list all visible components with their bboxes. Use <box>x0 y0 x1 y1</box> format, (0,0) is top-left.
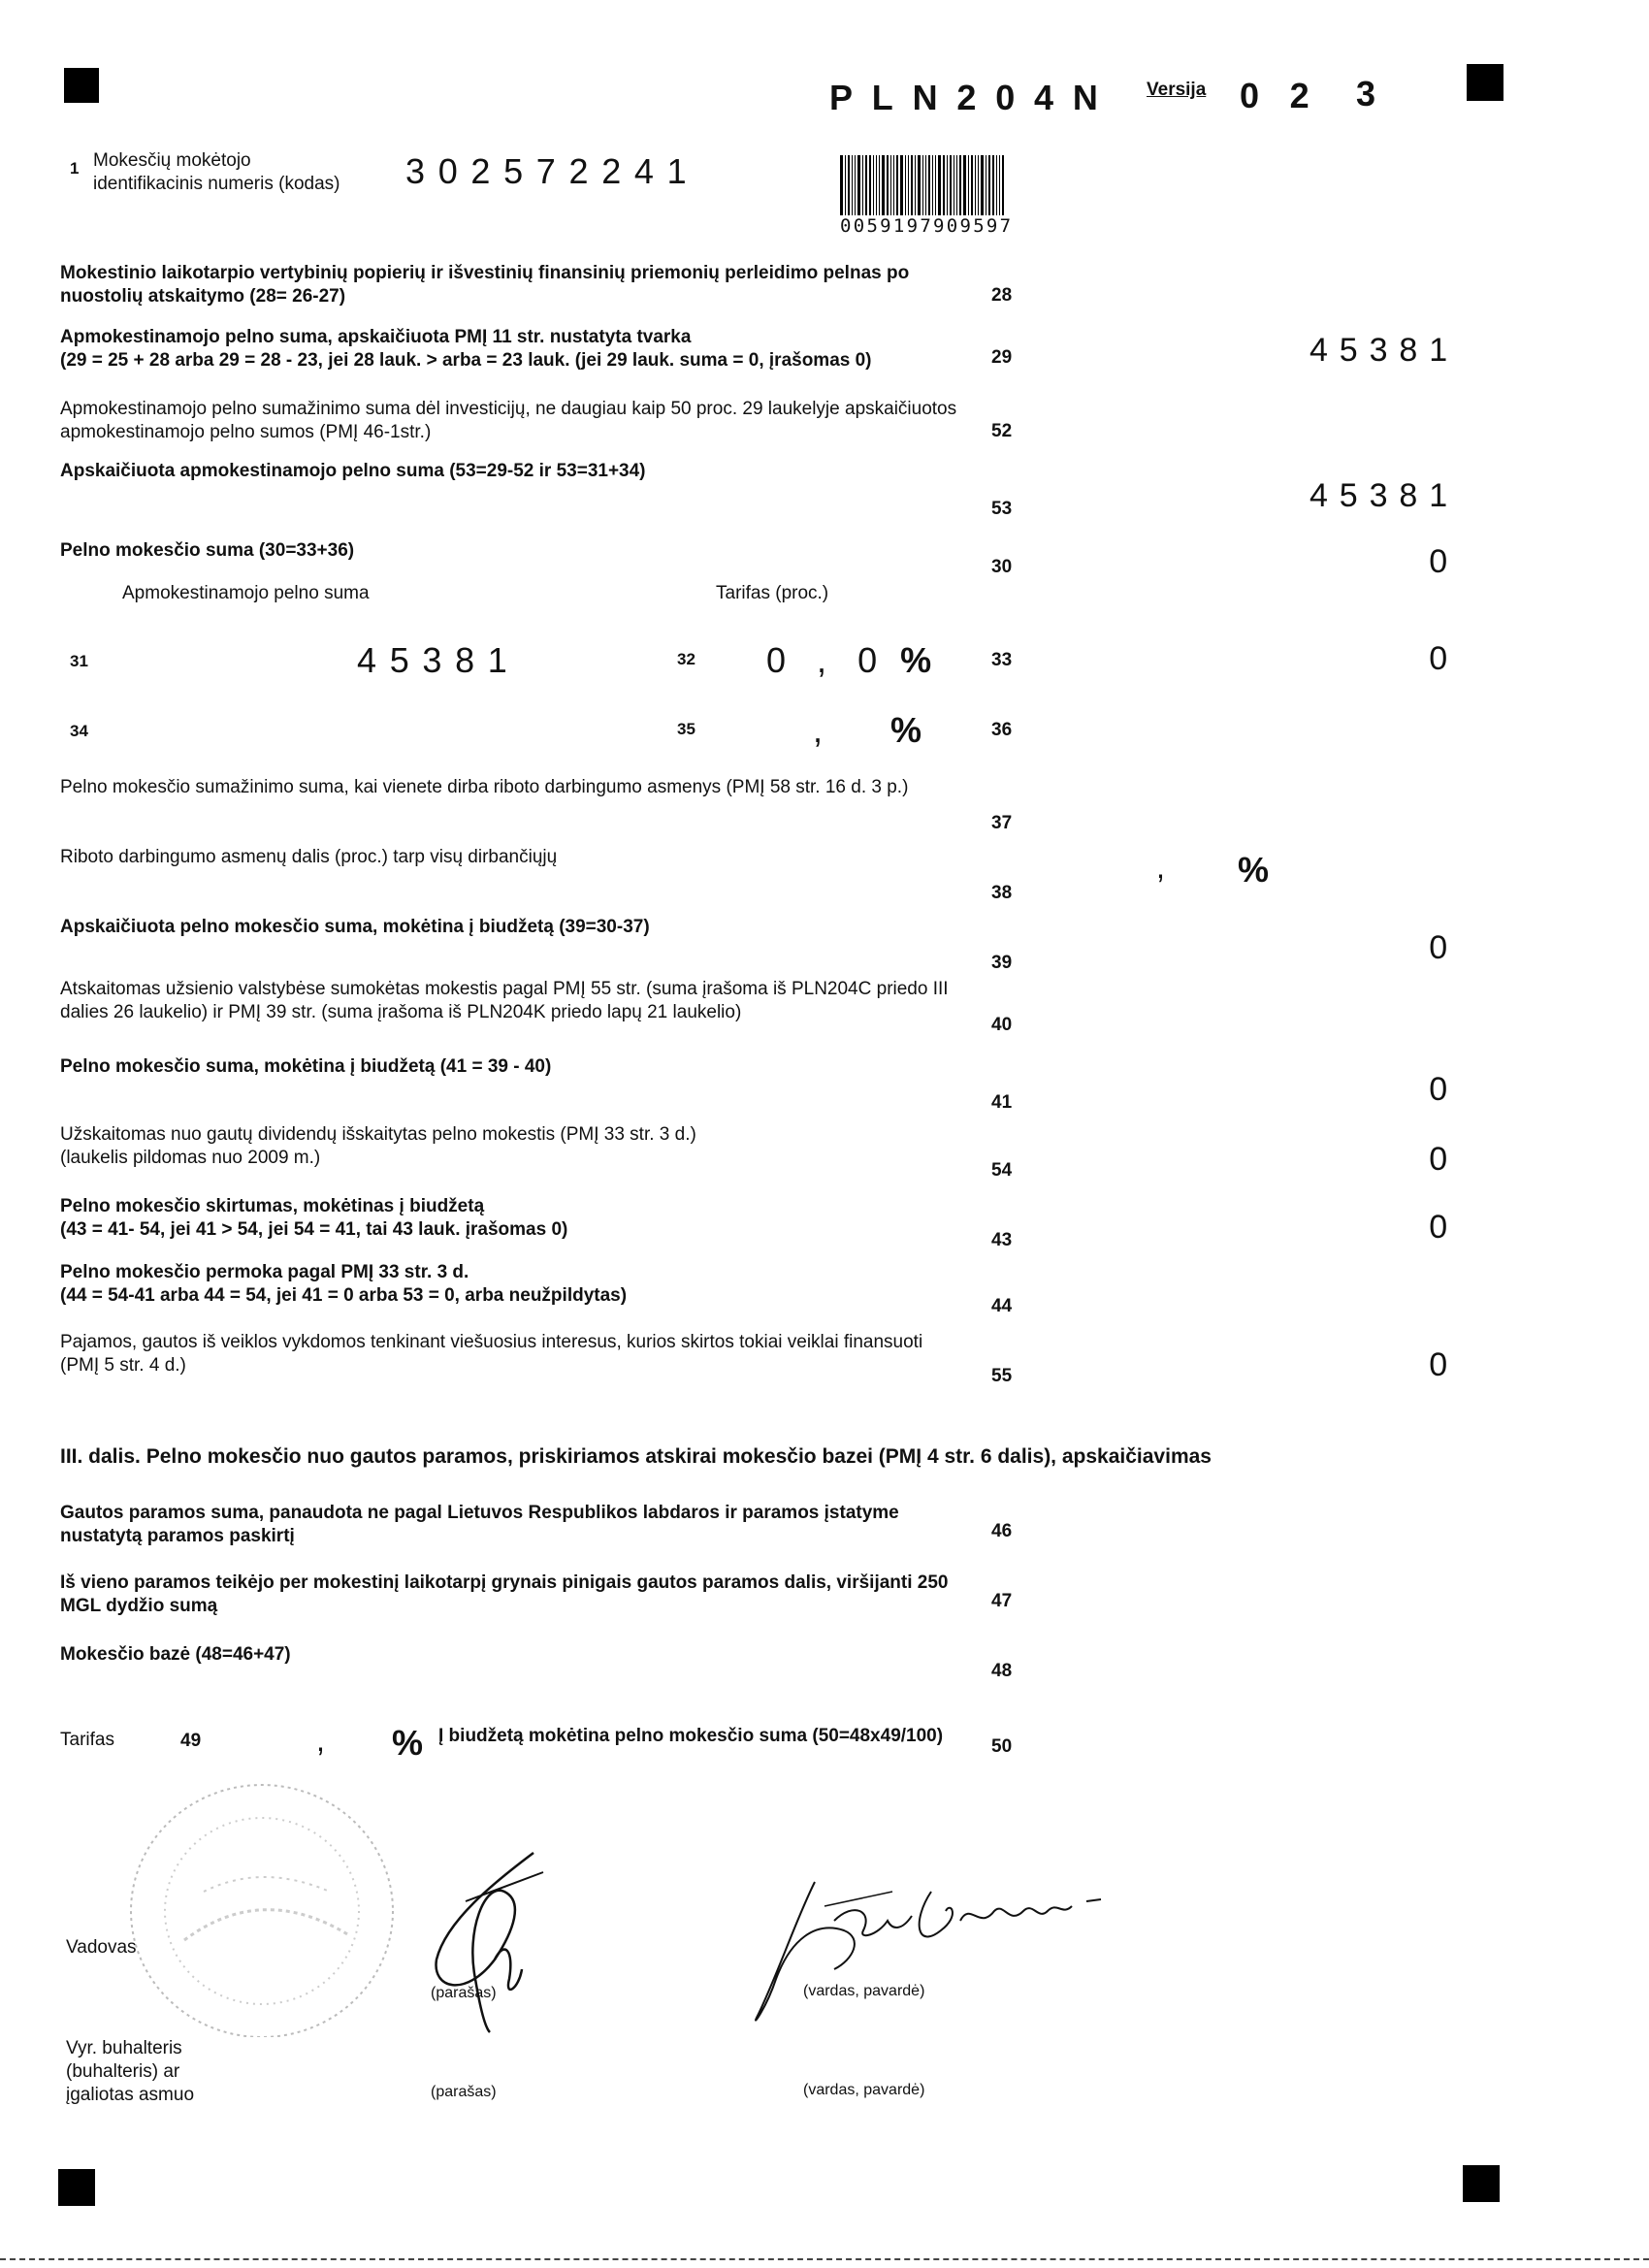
percent-sep-38: , <box>1156 850 1165 885</box>
barcode-bar <box>959 155 961 215</box>
accountant-label <box>66 2037 194 2107</box>
accountant-label-line1: Vyr. buhalteris <box>66 2038 182 2058</box>
field-number-29: 29 <box>991 347 1013 368</box>
rate-49-sep: , <box>316 1723 325 1758</box>
director-signature <box>407 1843 563 2037</box>
barcode-bar <box>876 155 877 215</box>
row-28-line1: Mokestinio laikotarpio vertybinių popierių ir išvestinių finansinių priemonių perleidimo pelnas po <box>60 263 910 283</box>
signature-caption: (parašas) <box>431 1985 497 2001</box>
barcode-bar <box>1002 155 1004 215</box>
barcode-bar <box>996 155 997 215</box>
row-44-line2: (44 = 54-41 arba 44 = 54, jei 41 = 0 arba 53 = 0, arba neužpildytas) <box>60 1285 628 1306</box>
field-number-52: 52 <box>991 421 1013 441</box>
barcode-bar <box>869 155 871 215</box>
barcode-bar <box>900 155 903 215</box>
taxpayer-code: 302572241 <box>405 151 700 191</box>
tarifas-label: Tarifas <box>60 1730 114 1750</box>
row-54-line2: (laukelis pildomas nuo 2009 m.) <box>60 1148 321 1168</box>
row-43-line1: Pelno mokesčio skirtumas, mokėtinas į biudžetą <box>60 1196 485 1216</box>
row-43-label <box>60 1195 991 1242</box>
barcode-bar <box>857 155 860 215</box>
version-label: Versija <box>1147 80 1207 100</box>
barcode-bar <box>893 155 894 215</box>
row-39-label <box>60 916 991 939</box>
barcode-bar <box>887 155 889 215</box>
row-37-line1: Pelno mokesčio sumažinimo suma, kai vienete dirba riboto darbingumo asmenys (PMĮ 58 str. 16 d. 3 p.) <box>60 777 909 797</box>
barcode-bar <box>915 155 916 215</box>
registration-mark-top-right <box>1467 64 1504 101</box>
value-43: 0 <box>1429 1209 1459 1246</box>
bottom-edge-line <box>0 2258 1649 2260</box>
version-value: 0 2 <box>1240 76 1320 115</box>
field-number-48: 48 <box>991 1661 1013 1681</box>
barcode-bar <box>905 155 906 215</box>
row-41-label <box>60 1055 991 1079</box>
row-52-line2: apmokestinamojo pelno sumos (PMĮ 46-1str.) <box>60 422 432 442</box>
barcode-bar <box>855 155 856 215</box>
barcode-bar <box>918 155 921 215</box>
rate-32-pct: % <box>900 640 932 680</box>
accountant-label-line2: (buhalteris) ar <box>66 2061 180 2082</box>
barcode-bar <box>848 155 850 215</box>
barcode-bar <box>922 155 923 215</box>
barcode-bars <box>840 155 1092 215</box>
row-55-line2: (PMĮ 5 str. 4 d.) <box>60 1355 186 1376</box>
barcode-bar <box>896 155 898 215</box>
row-55-line1: Pajamos, gautos iš veiklos vykdomos tenkinant viešuosius interesus, kurios skirtos tokiai veiklai finansuoti <box>60 1332 923 1352</box>
row-50-label: Į biudžetą mokėtina pelno mokesčio suma (50=48x49/100) <box>438 1726 944 1746</box>
barcode-bar <box>978 155 979 215</box>
row-37-label <box>60 776 991 799</box>
barcode-bar <box>852 155 853 215</box>
row-38-line1: Riboto darbingumo asmenų dalis (proc.) tarp visų dirbančiųjų <box>60 847 558 867</box>
row-55-label <box>60 1331 991 1377</box>
barcode-bar <box>845 155 846 215</box>
row-46-line2: nustatytą paramos paskirtį <box>60 1526 295 1546</box>
registration-mark-bottom-left <box>58 2169 95 2206</box>
row-39-line1: Apskaičiuota pelno mokesčio suma, mokėtina į biudžetą (39=30-37) <box>60 917 650 937</box>
taxpayer-label-line2: identifikacinis numeris (kodas) <box>93 174 340 194</box>
row-40-line2: dalies 26 laukelio) ir PMĮ 39 str. (suma įrašoma iš PLN204K priedo lapų 21 laukelio) <box>60 1002 742 1022</box>
row-44-line1: Pelno mokesčio permoka pagal PMĮ 33 str. 3 d. <box>60 1262 469 1282</box>
taxpayer-label <box>93 149 340 196</box>
barcode-bar <box>999 155 1000 215</box>
row-47-label <box>60 1571 991 1618</box>
rate-35-sep: , <box>813 710 824 750</box>
name-caption: (vardas, pavardė) <box>803 1983 925 1999</box>
rate-49-pct: % <box>392 1723 424 1763</box>
field-number-54: 54 <box>991 1160 1013 1181</box>
registration-mark-top-left <box>64 68 99 103</box>
page-number: 3 <box>1356 74 1376 113</box>
field-number-39: 39 <box>991 953 1013 973</box>
row-29-label <box>60 326 991 373</box>
barcode-text: 0059197909597 <box>840 215 1014 237</box>
row-28-line2: nuostolių atskaitymo (28= 26-27) <box>60 286 346 307</box>
row-46-label <box>60 1502 991 1548</box>
barcode-bar <box>911 155 913 215</box>
field-number-50: 50 <box>991 1736 1013 1757</box>
field-number-35: 35 <box>677 720 695 738</box>
value-54: 0 <box>1429 1141 1459 1178</box>
row-54-label <box>60 1123 991 1170</box>
barcode-bar <box>890 155 891 215</box>
field-number-44: 44 <box>991 1296 1013 1316</box>
field-number-55: 55 <box>991 1366 1013 1386</box>
field-number-49: 49 <box>180 1731 202 1751</box>
name-caption-2: (vardas, pavardė) <box>803 2082 925 2098</box>
rate-32 <box>766 640 931 681</box>
barcode-bar <box>992 155 994 215</box>
field-number-43: 43 <box>991 1230 1013 1250</box>
row-29-line1: Apmokestinamojo pelno suma, apskaičiuota PMĮ 11 str. nustatyta tvarka <box>60 327 692 347</box>
barcode <box>840 155 1092 237</box>
accountant-signature <box>737 1863 1125 2027</box>
rate-32-int: 0 <box>766 640 787 680</box>
rate-35-pct: % <box>890 710 922 750</box>
field-number-47: 47 <box>991 1591 1013 1611</box>
field-number-46: 46 <box>991 1521 1013 1541</box>
field-number-30: 30 <box>991 557 1013 577</box>
row-53-label <box>60 460 991 483</box>
row-40-label <box>60 978 991 1024</box>
barcode-bar <box>956 155 957 215</box>
field-number-28: 28 <box>991 285 1013 306</box>
value-41: 0 <box>1429 1071 1459 1108</box>
barcode-bar <box>865 155 867 215</box>
value-39: 0 <box>1429 929 1459 966</box>
percent-sign-38: % <box>1238 850 1270 890</box>
row-40-line1: Atskaitomas užsienio valstybėse sumokėtas mokestis pagal PMĮ 55 str. (suma įrašoma iš PLN204C priedo III <box>60 979 949 999</box>
company-stamp <box>116 1766 446 2037</box>
barcode-bar <box>862 155 863 215</box>
barcode-bar <box>981 155 984 215</box>
barcode-bar <box>988 155 990 215</box>
barcode-bar <box>938 155 941 215</box>
row-38-label <box>60 846 991 869</box>
field-number-36: 36 <box>991 720 1013 740</box>
rate-32-dec: 0 <box>857 640 878 680</box>
row-46-line1: Gautos paramos suma, panaudota ne pagal Lietuvos Respublikos labdaros ir paramos įstatyme <box>60 1503 899 1523</box>
row-41-line1: Pelno mokesčio suma, mokėtina į biudžetą (41 = 39 - 40) <box>60 1056 552 1077</box>
row-30-label <box>60 539 991 563</box>
row-47-line2: MGL dydžio sumą <box>60 1596 218 1616</box>
rate-35 <box>813 710 922 751</box>
director-label: Vadovas <box>66 1937 137 1958</box>
registration-mark-bottom-right <box>1463 2165 1500 2202</box>
signature-caption-2: (parašas) <box>431 2084 497 2100</box>
value-33: 0 <box>1429 640 1459 677</box>
row-53-line1: Apskaičiuota apmokestinamojo pelno suma (53=29-52 ir 53=31+34) <box>60 461 646 481</box>
barcode-bar <box>925 155 926 215</box>
rate-col2-header: Tarifas (proc.) <box>716 583 829 603</box>
barcode-bar <box>873 155 874 215</box>
row-47-line1: Iš vieno paramos teikėjo per mokestinį laikotarpį grynais pinigais gautos paramos dalis, viršijanti 250 <box>60 1572 949 1593</box>
field-number-34: 34 <box>70 722 88 740</box>
field-number-40: 40 <box>991 1015 1013 1035</box>
accountant-label-line3: įgaliotas asmuo <box>66 2085 195 2105</box>
barcode-bar <box>928 155 930 215</box>
barcode-bar <box>935 155 936 215</box>
row-43-line2: (43 = 41- 54, jei 41 > 54, jei 54 = 41, tai 43 lauk. įrašomas 0) <box>60 1219 568 1240</box>
barcode-bar <box>882 155 885 215</box>
field-number-37: 37 <box>991 813 1013 833</box>
barcode-bar <box>968 155 969 215</box>
field-number-38: 38 <box>991 883 1013 903</box>
field-number-33: 33 <box>991 650 1013 670</box>
value-55: 0 <box>1429 1346 1459 1383</box>
row-52-line1: Apmokestinamojo pelno sumažinimo suma dėl investicijų, ne daugiau kaip 50 proc. 29 laukelyje apskaičiuotos <box>60 399 957 419</box>
barcode-bar <box>943 155 945 215</box>
barcode-bar <box>879 155 880 215</box>
barcode-bar <box>950 155 952 215</box>
barcode-bar <box>947 155 948 215</box>
taxpayer-label-line1: Mokesčių mokėtojo <box>93 150 251 171</box>
barcode-bar <box>975 155 976 215</box>
field-number-41: 41 <box>991 1092 1013 1113</box>
value-30: 0 <box>1429 543 1459 580</box>
barcode-bar <box>963 155 966 215</box>
row-44-label <box>60 1261 991 1308</box>
value-53: 45381 <box>1309 477 1459 514</box>
field-number-31: 31 <box>70 652 88 670</box>
barcode-bar <box>932 155 933 215</box>
row-29-line2: (29 = 25 + 28 arba 29 = 28 - 23, jei 28 lauk. > arba = 23 lauk. (jei 29 lauk. suma = 0, įrašomas 0) <box>60 350 872 371</box>
row-30-line1: Pelno mokesčio suma (30=33+36) <box>60 540 355 561</box>
barcode-bar <box>971 155 973 215</box>
form-code: PLN204N <box>829 78 1117 117</box>
field-number-1: 1 <box>70 159 80 178</box>
barcode-bar <box>908 155 909 215</box>
row-28-label <box>60 262 991 308</box>
rate-col1-header: Apmokestinamojo pelno suma <box>122 583 370 603</box>
value-29: 45381 <box>1309 332 1459 369</box>
barcode-bar <box>840 155 843 215</box>
rate-32-sep: , <box>817 640 827 680</box>
field-number-32: 32 <box>677 650 695 668</box>
amount-31: 45381 <box>357 640 521 680</box>
field-number-53: 53 <box>991 499 1013 519</box>
row-54-line1: Užskaitomas nuo gautų dividendų išskaitytas pelno mokestis (PMĮ 33 str. 3 d.) <box>60 1124 696 1145</box>
row-48-label: Mokesčio bazė (48=46+47) <box>60 1644 291 1665</box>
row-52-label <box>60 398 991 444</box>
section-3-title: III. dalis. Pelno mokesčio nuo gautos paramos, priskiriamos atskirai mokesčio bazei (PMĮ 4 str. 6 dalis), apskaičiavimas <box>60 1445 1212 1468</box>
